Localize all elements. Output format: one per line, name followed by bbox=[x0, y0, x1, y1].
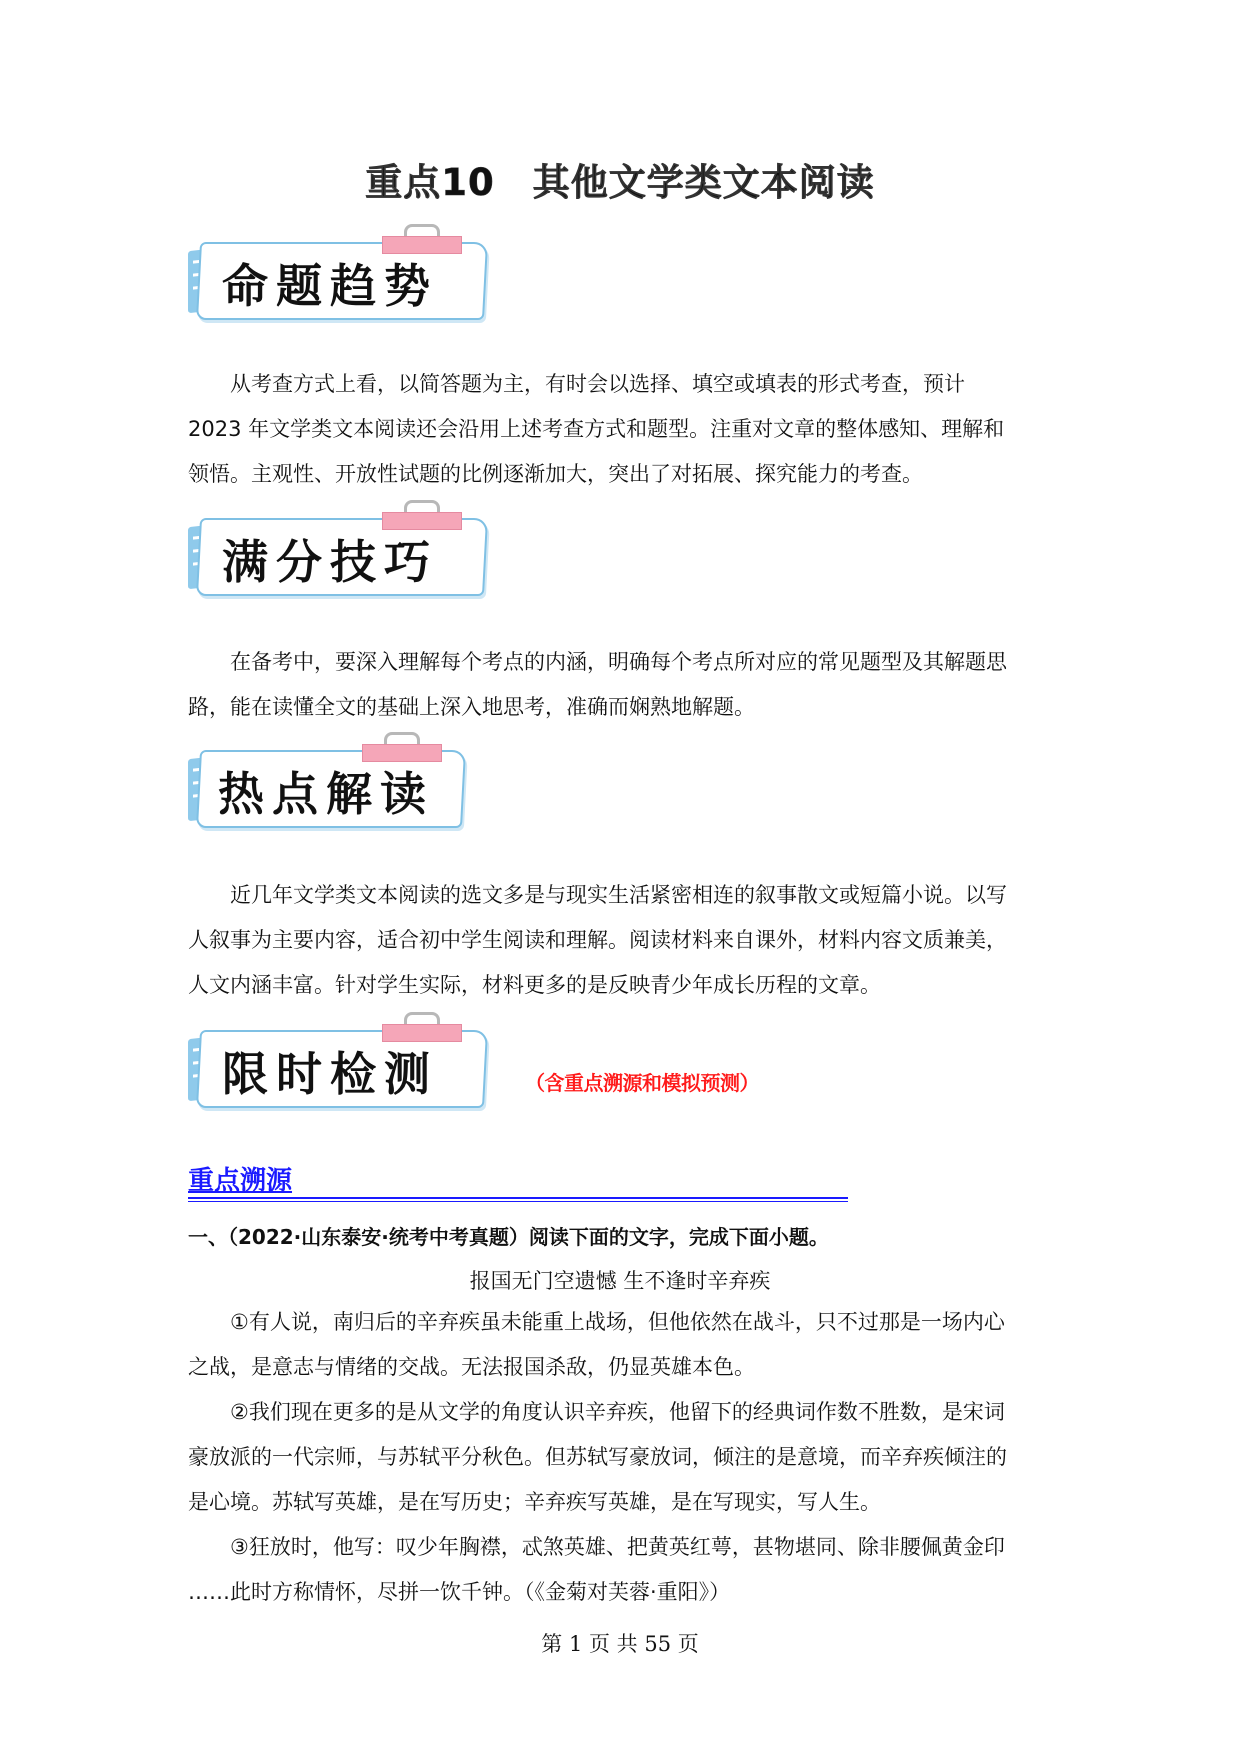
timed-test-note: （含重点溯源和模拟预测） bbox=[525, 1071, 759, 1095]
text-line: 领悟。主观性、开放性试题的比例逐渐加大，突出了对拓展、探究能力的考查。 bbox=[188, 462, 923, 486]
banner-label: 限时检测 bbox=[222, 1047, 438, 1101]
banner-skills bbox=[188, 504, 488, 596]
question-number: 一、 bbox=[188, 1225, 228, 1249]
text-line: 人文内涵丰富。针对学生实际，材料更多的是反映青少年成长历程的文章。 bbox=[188, 973, 881, 997]
text-line: 豪放派的一代宗师，与苏轼平分秋色。但苏轼写豪放词，倾注的是意境，而辛弃疾倾注的 bbox=[188, 1445, 1007, 1469]
article-paragraph-3 bbox=[188, 1525, 1052, 1615]
paragraph-hotspot bbox=[188, 873, 1052, 1008]
page-number: 第 1 页 共 55 页 bbox=[541, 1632, 699, 1656]
section-divider bbox=[188, 1197, 848, 1202]
text-line: 近几年文学类文本阅读的选文多是与现实生活紧密相连的叙事散文或短篇小说。以写 bbox=[230, 883, 1007, 907]
article-title: 报国无门空遗憾 生不逢时辛弃疾 bbox=[469, 1269, 771, 1293]
question-instruction: 阅读下面的文字，完成下面小题。 bbox=[528, 1225, 829, 1249]
banner-label: 满分技巧 bbox=[222, 535, 438, 589]
title-prefix: 重点10 bbox=[365, 161, 495, 204]
text-line: 是心境。苏轼写英雄，是在写历史；辛弃疾写英雄，是在写现实，写人生。 bbox=[188, 1490, 881, 1514]
text-line: 在备考中，要深入理解每个考点的内涵，明确每个考点所对应的常见题型及其解题思 bbox=[230, 650, 1007, 674]
title-main: 其他文学类文本阅读 bbox=[532, 161, 875, 204]
paragraph-trend bbox=[188, 362, 1052, 497]
banner-label: 热点解读 bbox=[218, 767, 434, 821]
question-header bbox=[188, 1221, 829, 1250]
banner-label: 命题趋势 bbox=[222, 259, 438, 313]
banner-timed-test bbox=[188, 1016, 488, 1108]
text-line: ③狂放时，他写：叹少年胸襟，忒煞英雄、把黄英红萼，甚物堪同、除非腰佩黄金印 bbox=[230, 1535, 1005, 1559]
banner-hotspot bbox=[188, 736, 468, 828]
text-line: 2023 年文学类文本阅读还会沿用上述考查方式和题型。注重对文章的整体感知、理解和 bbox=[188, 417, 1005, 441]
article-paragraph-1 bbox=[188, 1300, 1052, 1390]
text-line: ……此时方称情怀，尽拼一饮千钟。（《金菊对芙蓉·重阳》） bbox=[188, 1580, 731, 1604]
text-line: ①有人说，南归后的辛弃疾虽未能重上战场，但他依然在战斗，只不过那是一场内心 bbox=[230, 1310, 1005, 1334]
question-source: （2022·山东泰安·统考中考真题） bbox=[228, 1225, 529, 1249]
banner-trend bbox=[188, 228, 488, 320]
text-line: ②我们现在更多的是从文学的角度认识辛弃疾，他留下的经典词作数不胜数，是宋词 bbox=[230, 1400, 1005, 1424]
article-paragraph-2 bbox=[188, 1390, 1052, 1525]
paragraph-skills bbox=[188, 640, 1052, 730]
page-title bbox=[0, 152, 1240, 206]
text-line: 之战，是意志与情绪的交战。无法报国杀敌，仍显英雄本色。 bbox=[188, 1355, 755, 1379]
text-line: 人叙事为主要内容，适合初中学生阅读和理解。阅读材料来自课外，材料内容文质兼美， bbox=[188, 928, 1007, 952]
text-line: 从考查方式上看，以简答题为主，有时会以选择、填空或填表的形式考查，预计 bbox=[230, 372, 965, 396]
section-heading-trace: 重点溯源 bbox=[188, 1166, 293, 1196]
text-line: 路，能在读懂全文的基础上深入地思考，准确而娴熟地解题。 bbox=[188, 695, 755, 719]
